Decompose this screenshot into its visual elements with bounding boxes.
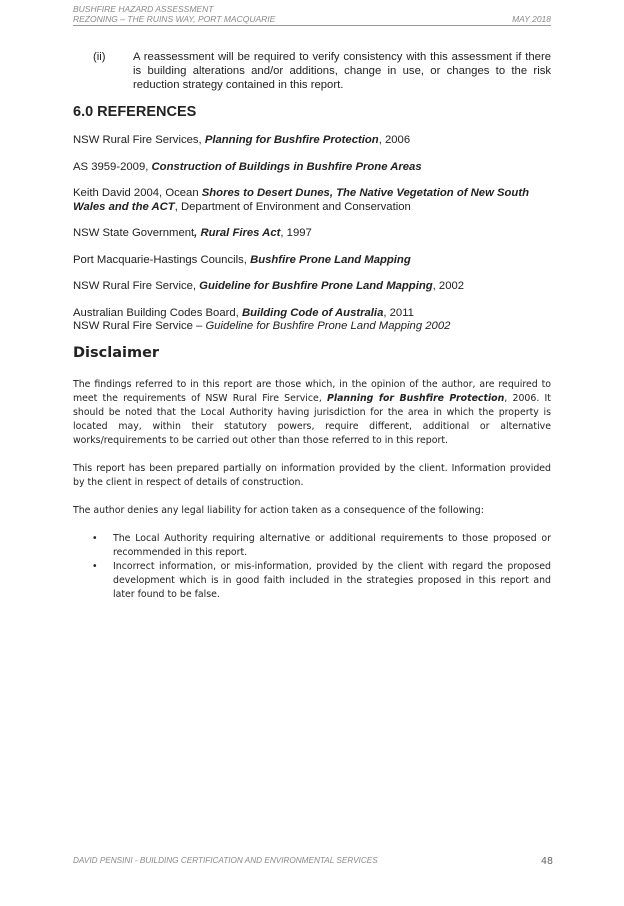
ref-title: Guideline for Bushfire Prone Land Mapping 2002 (205, 320, 451, 332)
disclaimer-paragraph-3: The author denies any legal liability for action taken as a consequence of the following: (73, 505, 484, 516)
ref-author: Port Macquarie-Hastings Councils, (73, 253, 251, 266)
ref-year: , 1997 (280, 227, 312, 239)
reference-5 (73, 254, 551, 268)
ref-author: AS 3959-2009, (73, 160, 152, 173)
header-subline (73, 14, 551, 26)
ref-year: , 2006 (378, 134, 411, 146)
ref-author: NSW Rural Fire Service – (73, 320, 206, 332)
ref-title: Shores to Desert Dunes, The Native Vegetation of New South Wales and the ACT (73, 187, 529, 213)
page-header (73, 4, 551, 26)
ref-author: NSW Rural Fire Service, (73, 280, 200, 292)
paragraph-text: , 2006. It should be noted that the Local Authority having jurisdiction for the area in which the property is located may, within their statutory powers, require different, additional or alternative works/requirements to be carried out other than those referred to in this report. (73, 393, 551, 446)
ref-author: NSW Rural Fire Services, (73, 134, 205, 146)
item-number: (ii) (93, 51, 106, 63)
paragraph-title-ref: Planning for Bushfire Protection (327, 393, 505, 404)
ref-publisher: , Department of Environment and Conservation (174, 200, 411, 213)
disclaimer-paragraph-2: This report has been prepared partially on information provided by the client. Information provided by the client in respect of details of construction. (73, 463, 551, 488)
header-project: REZONING – THE RUINS WAY, PORT MACQUARIE (73, 14, 276, 24)
reference-7 (73, 307, 551, 321)
reference-2 (73, 161, 551, 175)
ref-title: Building Code of Australia (241, 306, 384, 319)
ref-title: Guideline for Bushfire Prone Land Mapping (199, 280, 433, 292)
reference-6 (73, 280, 551, 294)
disclaimer-paragraph-1 (73, 378, 551, 448)
list-item (73, 560, 551, 602)
page-number: 48 (541, 856, 554, 867)
disclaimer-heading: Disclaimer (73, 345, 160, 361)
list-item-ii (73, 50, 551, 92)
references-heading: 6.0 REFERENCES (73, 104, 197, 120)
list-item (73, 532, 551, 560)
ref-author: Keith David 2004, Ocean (73, 187, 202, 199)
header-title: BUSHFIRE HAZARD ASSESSMENT (73, 4, 214, 14)
ref-title: , Rural Fires Act (194, 227, 281, 239)
ref-year: , 2011 (383, 306, 414, 319)
bullet-icon: • (92, 561, 98, 572)
paragraph-text: The findings referred to in this report are those which, in the opinion of the author, are required to meet the requirements of NSW Rural Fire Service, (73, 379, 551, 404)
disclaimer-bullet-list (73, 532, 551, 602)
references-list (73, 134, 551, 334)
ref-year: , 2002 (432, 280, 465, 292)
ref-author: NSW State Government (73, 227, 195, 239)
bullet-icon: • (92, 533, 98, 544)
reference-1 (73, 134, 551, 148)
ref-title: Bushfire Prone Land Mapping (250, 253, 411, 266)
list-item-text: The Local Authority requiring alternative or additional requirements to those proposed or recommended in this report. (113, 533, 551, 558)
header-date: MAY 2018 (512, 14, 551, 24)
ref-author: Australian Building Codes Board, (73, 306, 242, 319)
list-item-text: Incorrect information, or mis-information, provided by the client with regard the proposed development which is in good faith included in the strategies proposed in this report and later found to be false. (113, 561, 551, 600)
reference-8 (73, 320, 551, 334)
item-text: A reassessment will be required to verify consistency with this assessment if there is building alterations and/or additions, change in use, or changes to the risk reduction strategy contained in this report. (133, 51, 551, 91)
footer-company: DAVID PENSINI - BUILDING CERTIFICATION AND ENVIRONMENTAL SERVICES (73, 856, 378, 865)
ref-title: Planning for Bushfire Protection (204, 134, 379, 146)
reference-4 (73, 227, 551, 241)
ref-title: Construction of Buildings in Bushfire Prone Areas (151, 160, 422, 173)
reference-3 (73, 187, 551, 214)
